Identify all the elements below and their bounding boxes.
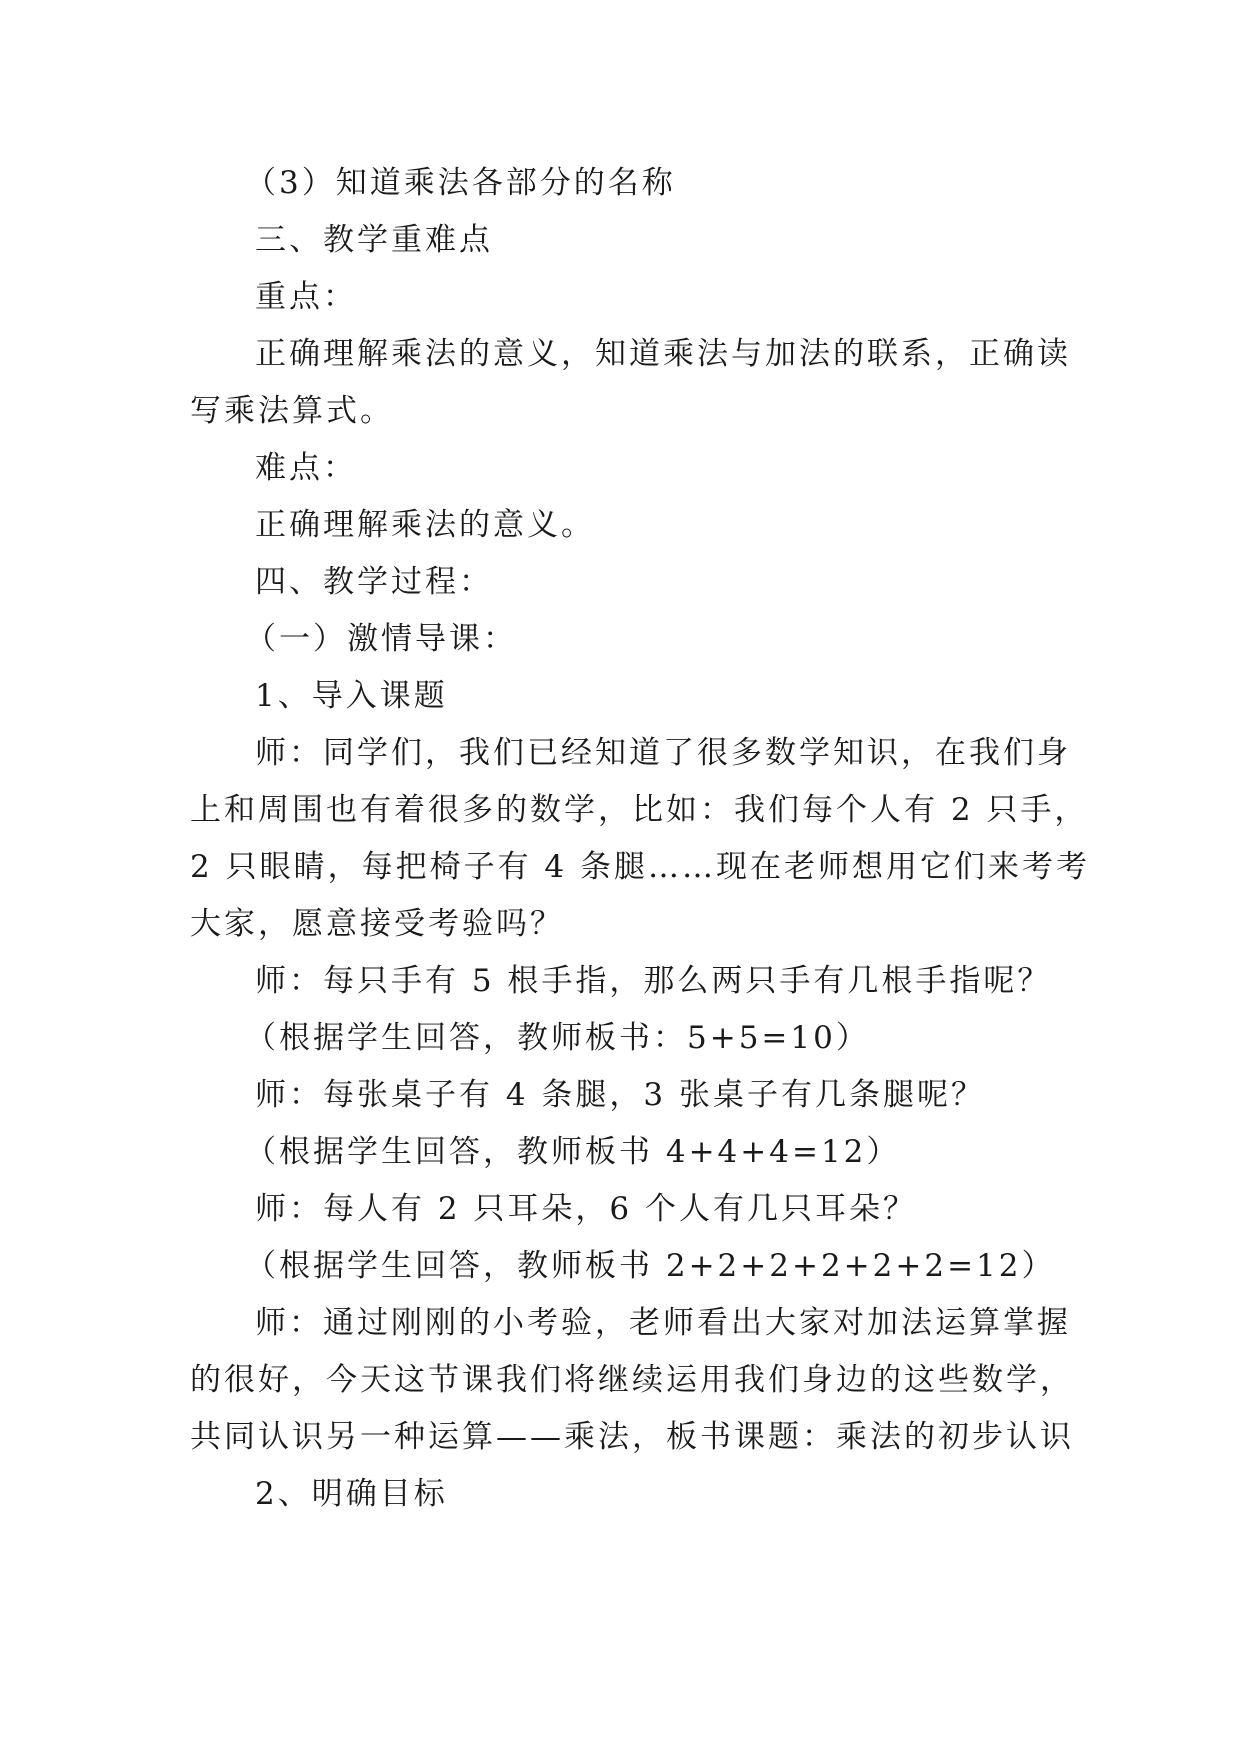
question-line: 师：每人有 2 只耳朵，6 个人有几只耳朵？ — [255, 1191, 918, 1227]
objective-3: （3）知道乘法各部分的名称 — [245, 165, 676, 201]
paragraph-line: 师：同学们，我们已经知道了很多数学知识，在我们身 — [255, 735, 1071, 771]
key-point-text-cont: 写乘法算式。 — [190, 393, 394, 429]
paragraph-line: 上和周围也有着很多的数学，比如：我们每个人有 2 只手， — [190, 792, 1089, 828]
section-heading-4: 四、教学过程： — [255, 564, 493, 600]
question-line: 师：每张桌子有 4 条腿，3 张桌子有几条腿呢？ — [255, 1077, 986, 1113]
key-point-label: 重点： — [255, 279, 357, 315]
board-note: （根据学生回答，教师板书 4+4+4=12） — [245, 1134, 901, 1170]
step-heading-2: 2、明确目标 — [255, 1476, 448, 1512]
board-note: （根据学生回答，教师板书 2+2+2+2+2+2=12） — [245, 1248, 1056, 1284]
paragraph-line: 师：通过刚刚的小考验，老师看出大家对加法运算掌握 — [255, 1305, 1071, 1341]
board-note: （根据学生回答，教师板书：5+5=10） — [245, 1020, 870, 1056]
difficulty-text: 正确理解乘法的意义。 — [255, 507, 595, 543]
question-line: 师：每只手有 5 根手指，那么两只手有几根手指呢？ — [255, 963, 1052, 999]
step-heading-1: 1、导入课题 — [255, 678, 448, 714]
paragraph-line: 共同认识另一种运算——乘法，板书课题：乘法的初步认识 — [190, 1419, 1074, 1455]
paragraph-line: 的很好，今天这节课我们将继续运用我们身边的这些数学， — [190, 1362, 1074, 1398]
subsection-heading-1: （一）激情导课： — [245, 621, 517, 657]
paragraph-line: 2 只眼睛，每把椅子有 4 条腿……现在老师想用它们来考考 — [190, 849, 1091, 885]
difficulty-label: 难点： — [255, 450, 357, 486]
section-heading-3: 三、教学重难点 — [255, 222, 493, 258]
key-point-text: 正确理解乘法的意义，知道乘法与加法的联系，正确读 — [255, 336, 1071, 372]
paragraph-line: 大家，愿意接受考验吗？ — [190, 906, 564, 942]
